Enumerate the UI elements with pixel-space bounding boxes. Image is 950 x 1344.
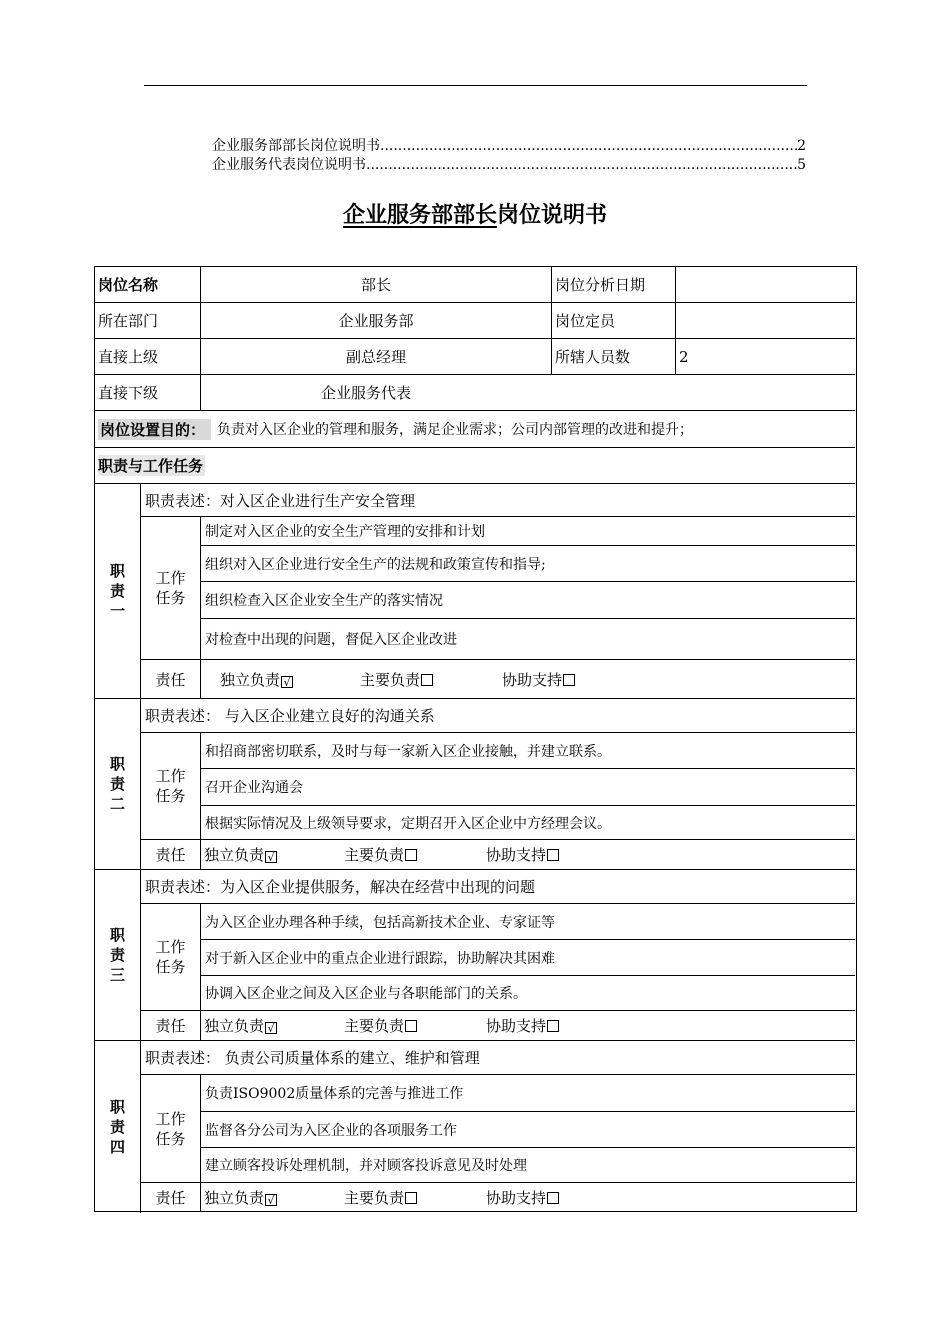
name-value: 部长: [201, 267, 552, 302]
purpose-label: 岗位设置目的：: [98, 419, 211, 440]
resp-options: [201, 1183, 855, 1212]
info-row: [95, 339, 855, 375]
option-assist[interactable]: 协助支持: [502, 669, 575, 690]
duty-label: 职责四: [109, 1098, 125, 1156]
document-title: [0, 198, 950, 229]
sup-label: 直接上级: [95, 339, 201, 374]
checkbox-checked[interactable]: √: [265, 851, 277, 863]
task-item: 为入区企业办理各种手续，包括高新技术企业、专家证等: [201, 904, 855, 940]
checkbox-empty[interactable]: [421, 674, 433, 686]
option-independent[interactable]: 独立负责 √: [220, 669, 360, 690]
checkbox-checked[interactable]: √: [281, 676, 293, 688]
task-label: 工作任务: [155, 767, 186, 805]
info-row: [95, 267, 855, 303]
resp-options: [201, 840, 855, 869]
resp-label: 责任: [141, 1011, 201, 1040]
name-label: 岗位名称: [95, 267, 201, 302]
task-item: 监督各分公司为入区企业的各项服务工作: [201, 1112, 855, 1148]
checkbox-empty[interactable]: [405, 1020, 417, 1032]
duties-header: 职责与工作任务: [98, 457, 204, 475]
toc-entry-page: 2: [797, 138, 806, 154]
checkbox-empty[interactable]: [547, 849, 559, 861]
duties-header-row: [95, 448, 855, 484]
task-item: 建立顾客投诉处理机制，并对顾客投诉意见及时处理: [201, 1148, 855, 1183]
title-rest: 岗位说明书: [497, 203, 608, 228]
toc-entry[interactable]: [212, 137, 806, 155]
task-item: 对检查中出现的问题，督促入区企业改进: [201, 619, 855, 660]
option-assist[interactable]: 协助支持: [486, 844, 559, 865]
option-independent[interactable]: 独立负责 √: [204, 844, 344, 865]
task-item: 根据实际情况及上级领导要求，定期召开入区企业中方经理会议。: [201, 806, 855, 840]
checkbox-empty[interactable]: [563, 674, 575, 686]
duty-description: 职责表述： 负责公司质量体系的建立、维护和管理: [141, 1041, 855, 1075]
task-item: 负责ISO9002质量体系的完善与推进工作: [201, 1075, 855, 1112]
info-row: [95, 375, 855, 411]
checkbox-empty[interactable]: [405, 849, 417, 861]
duty-label: 职责一: [109, 562, 125, 620]
resp-options: [201, 660, 855, 698]
option-assist[interactable]: 协助支持: [486, 1187, 559, 1208]
option-main[interactable]: 主要负责: [344, 1187, 486, 1208]
task-label: 工作任务: [155, 569, 186, 607]
checkbox-checked[interactable]: √: [265, 1194, 277, 1206]
option-assist[interactable]: 协助支持: [486, 1015, 559, 1036]
sub-value: 企业服务代表: [321, 384, 412, 402]
job-description-table: [94, 266, 857, 1212]
duty-description: 职责表述：对入区企业进行生产安全管理: [141, 484, 855, 517]
option-independent[interactable]: 独立负责 √: [204, 1187, 344, 1208]
duty-label: 职责三: [109, 926, 125, 984]
purpose-row: [95, 411, 855, 448]
resp-label: 责任: [141, 1183, 201, 1212]
task-item: 对于新入区企业中的重点企业进行跟踪，协助解决其困难: [201, 940, 855, 976]
task-item: 组织检查入区企业安全生产的落实情况: [201, 582, 855, 619]
quota-label: 岗位定员: [552, 303, 676, 338]
option-independent[interactable]: 独立负责 √: [204, 1015, 344, 1036]
checkbox-empty[interactable]: [547, 1020, 559, 1032]
toc-entry[interactable]: [212, 156, 806, 174]
task-label: 工作任务: [155, 938, 186, 976]
title-underlined: 企业服务部部长: [342, 203, 497, 228]
date-label: 岗位分析日期: [552, 267, 676, 302]
dept-label: 所在部门: [95, 303, 201, 338]
duty-block: [95, 870, 855, 1041]
task-item: 制定对入区企业的安全生产管理的安排和计划: [201, 517, 855, 546]
staff-label: 所辖人员数: [552, 339, 676, 374]
header-rule: [144, 85, 807, 86]
toc-entry-page: 5: [797, 157, 806, 173]
staff-value: 2: [679, 347, 689, 366]
option-main[interactable]: 主要负责: [344, 844, 486, 865]
sup-value: 副总经理: [201, 339, 552, 374]
duty-label: 职责二: [109, 755, 125, 813]
toc-leader: [380, 137, 797, 155]
quota-value: [676, 303, 855, 338]
resp-options: [201, 1011, 855, 1040]
toc-leader: [366, 156, 797, 174]
checkbox-empty[interactable]: [547, 1192, 559, 1204]
purpose-text: 负责对入区企业的管理和服务，满足企业需求；公司内部管理的改进和提升；: [217, 422, 694, 438]
resp-label: 责任: [141, 660, 201, 698]
duty-block: [95, 699, 855, 870]
task-item: 协调入区企业之间及入区企业与各职能部门的关系。: [201, 976, 855, 1011]
duty-description: 职责表述： 与入区企业建立良好的沟通关系: [141, 699, 855, 733]
duty-block: [95, 484, 855, 699]
task-item: 和招商部密切联系，及时与每一家新入区企业接触，并建立联系。: [201, 733, 855, 769]
toc-entry-title: 企业服务部部长岗位说明书: [212, 138, 380, 154]
checkbox-checked[interactable]: √: [265, 1022, 277, 1034]
task-item: 组织对入区企业进行安全生产的法规和政策宣传和指导;: [201, 546, 855, 582]
dept-value: 企业服务部: [201, 303, 552, 338]
duty-description: 职责表述：为入区企业提供服务，解决在经营中出现的问题: [141, 870, 855, 904]
task-item: 召开企业沟通会: [201, 769, 855, 806]
duty-block: [95, 1041, 855, 1213]
checkbox-empty[interactable]: [405, 1192, 417, 1204]
option-main[interactable]: 主要负责: [360, 669, 502, 690]
task-label: 工作任务: [155, 1109, 186, 1148]
toc-entry-title: 企业服务代表岗位说明书: [212, 157, 366, 173]
sub-label: 直接下级: [95, 375, 201, 410]
date-value: [676, 267, 855, 302]
option-main[interactable]: 主要负责: [344, 1015, 486, 1036]
resp-label: 责任: [141, 840, 201, 869]
info-row: [95, 303, 855, 339]
